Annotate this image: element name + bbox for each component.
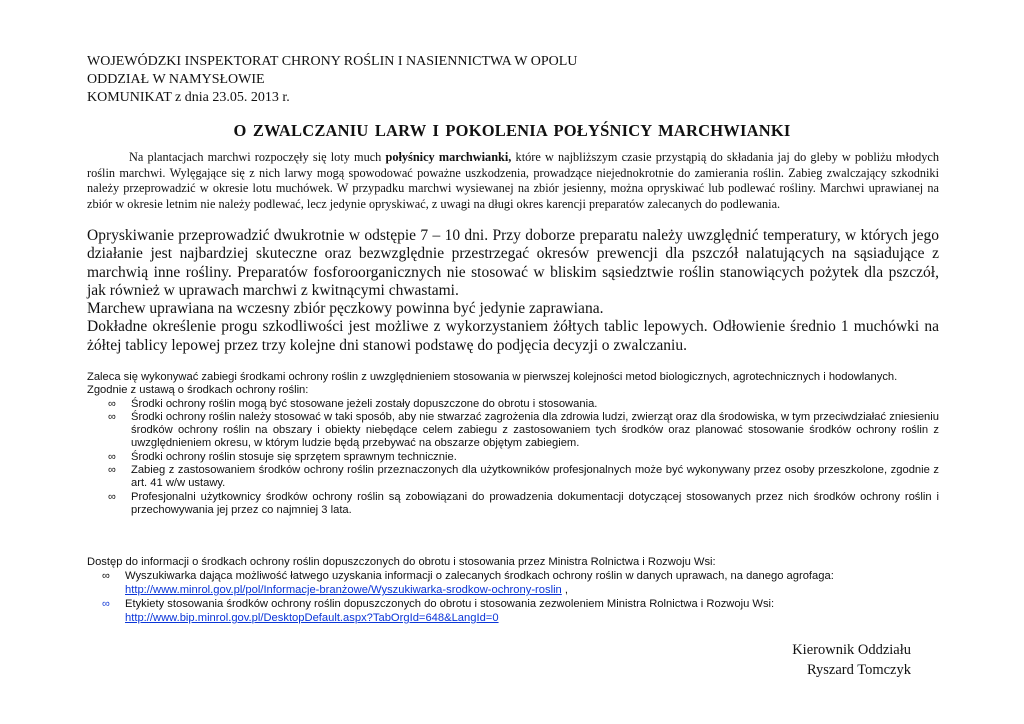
threshold-paragraph: Dokładne określenie progu szkodliwości jest możliwe z wykorzystaniem żółtych tablic lepowych. Odłowienie średnio 1 muchówki na żółtej tablicy lepowej przez trzy kolejne dni stanowi podstawę do podjęcia decyzji o zwalczaniu. bbox=[87, 318, 939, 354]
bullet-icon: ∞ bbox=[108, 464, 116, 477]
intro-paragraph bbox=[87, 150, 939, 212]
document-title: O ZWALCZANIU LARW I POKOLENIA POŁYŚNICY MARCHWIANKI bbox=[233, 121, 791, 140]
signature-block bbox=[792, 640, 911, 680]
bullet-icon: ∞ bbox=[102, 570, 110, 582]
labels-link[interactable]: http://www.bip.minrol.gov.pl/DesktopDefault.aspx?TabOrgId=648&LangId=0 bbox=[125, 612, 499, 624]
list-item bbox=[87, 451, 939, 464]
list-item bbox=[87, 411, 939, 451]
bullet-icon: ∞ bbox=[108, 450, 116, 463]
access-heading: Dostęp do informacji o środkach ochrony roślin dopuszczonych do obrotu i stosowania przez Ministra Rolnictwa i Rozwoju Wsi: bbox=[87, 556, 716, 568]
act-heading: Zgodnie z ustawą o środkach ochrony roślin: bbox=[87, 384, 309, 397]
access-info-section bbox=[87, 555, 939, 625]
rule-text: Środki ochrony roślin należy stosować w taki sposób, aby nie stwarzać zagrożenia dla zdrowia ludzi, zwierząt oraz dla środowiska, w tym przeciwdziałać zniesieniu środków ochrony roślin na obszary i obiekty niebędące celem zabiegu z zastosowaniem tych środków oraz planować stosowanie środków ochrony roślin z uwzględnieniem okresu, w którym ludzie będą przebywać na obszarze objętym zabiegiem. bbox=[131, 410, 939, 450]
signatory-role: Kierownik Oddziału bbox=[792, 642, 911, 658]
link-suffix: , bbox=[561, 584, 568, 596]
rule-text: Środki ochrony roślin stosuje się sprzętem sprawnym technicznie. bbox=[131, 450, 457, 463]
access-list bbox=[87, 569, 939, 625]
document-header bbox=[87, 53, 577, 107]
recommendations-section bbox=[87, 227, 939, 355]
rules-lead: Zaleca się wykonywać zabiegi środkami ochrony roślin z uwzględnieniem stosowania w pierwszej kolejności metod biologicznych, agrotechnicznych i hodowlanych. bbox=[87, 371, 898, 383]
list-item bbox=[87, 464, 939, 491]
list-item bbox=[87, 597, 939, 625]
early-carrot-paragraph: Marchew uprawiana na wczesny zbiór pęczkowy powinna być jedynie zaprawiana. bbox=[87, 300, 604, 318]
bullet-icon: ∞ bbox=[108, 490, 116, 503]
list-item bbox=[87, 398, 939, 411]
list-item bbox=[87, 569, 939, 597]
list-item bbox=[87, 491, 939, 518]
bullet-icon: ∞ bbox=[102, 598, 110, 610]
signatory-name: Ryszard Tomczyk bbox=[806, 662, 911, 678]
labels-text: Etykiety stosowania środków ochrony roślin dopuszczonych do obrotu i stosowania zezwoleniem Ministra Rolnictwa i Rozwoju Wsi: bbox=[125, 598, 775, 610]
legal-rules-section bbox=[87, 371, 939, 517]
spraying-paragraph: Opryskiwanie przeprowadzić dwukrotnie w odstępie 7 – 10 dni. Przy doborze preparatu należy uwzględnić temperatury, w których jego działanie jest najbardziej skuteczne oraz bezwzględnie przestrzegać okresów prewencji dla pszczół nalatujących na sąsiadujące z marchwią inne rośliny. Preparatów fosforoorganicznych nie stosować w bliskim sąsiedztwie roślin stanowiących pożytek dla pszczół, jak również w uprawach marchwi z kwitnącymi chwastami. bbox=[87, 227, 939, 299]
branch-name: ODDZIAŁ W NAMYSŁOWIE bbox=[87, 72, 265, 87]
search-tool-text: Wyszukiwarka dająca możliwość łatwego uzyskania informacji o zalecanych środkach ochrony roślin w danych uprawach, na danego agrofaga: bbox=[125, 570, 834, 582]
search-tool-link[interactable]: http://www.minrol.gov.pl/pol/Informacje-branżowe/Wyszukiwarka-srodkow-ochrony-roslin bbox=[125, 584, 562, 596]
intro-text-rest: które w najbliższym czasie przystąpią do składania jaj do gleby w pobliżu młodych roślin marchwi. Wylęgające się z nich larwy mogą spowodować poważne uszkodzenia, prowadzące niejednokrotnie do zamierania roślin. Zabieg zwalczający szkodniki należy przeprowadzić w okresie lotu muchówek. W przypadku marchwi wysiewanej na zbiór jesienny, można opryskiwać lub podlewać rośliny. Marchwi uprawianej na zbiór w okresie letnim nie należy podlewać, lecz jedynie opryskiwać, z uwagi na długi okres karencji preparatów zalecanych do podlewania. bbox=[87, 150, 939, 211]
bullet-icon: ∞ bbox=[108, 397, 116, 410]
rule-text: Zabieg z zastosowaniem środków ochrony roślin przeznaczonych dla użytkowników profesjonalnych może być wykonywany przez osoby przeszkolone, zgodnie z art. 41 w/w ustawy. bbox=[131, 464, 939, 490]
communique-date: KOMUNIKAT z dnia 23.05. 2013 r. bbox=[87, 90, 290, 105]
intro-pest-name: połyśnicy marchwianki, bbox=[385, 150, 512, 164]
institution-name: WOJEWÓDZKI INSPEKTORAT CHRONY ROŚLIN I NASIENNICTWA W OPOLU bbox=[87, 54, 578, 69]
rule-text: Środki ochrony roślin mogą być stosowane jeżeli zostały dopuszczone do obrotu i stosowania. bbox=[131, 397, 598, 410]
rule-text: Profesjonalni użytkownicy środków ochrony roślin są zobowiązani do prowadzenia dokumentacji dotyczącej stosowanych przez nich środków ochrony roślin i przechowywania jej przez co najmniej 3 lata. bbox=[131, 490, 939, 516]
intro-text-start: Na plantacjach marchwi rozpoczęły się loty much bbox=[129, 150, 386, 164]
rules-list bbox=[87, 398, 939, 518]
bullet-icon: ∞ bbox=[108, 410, 116, 423]
